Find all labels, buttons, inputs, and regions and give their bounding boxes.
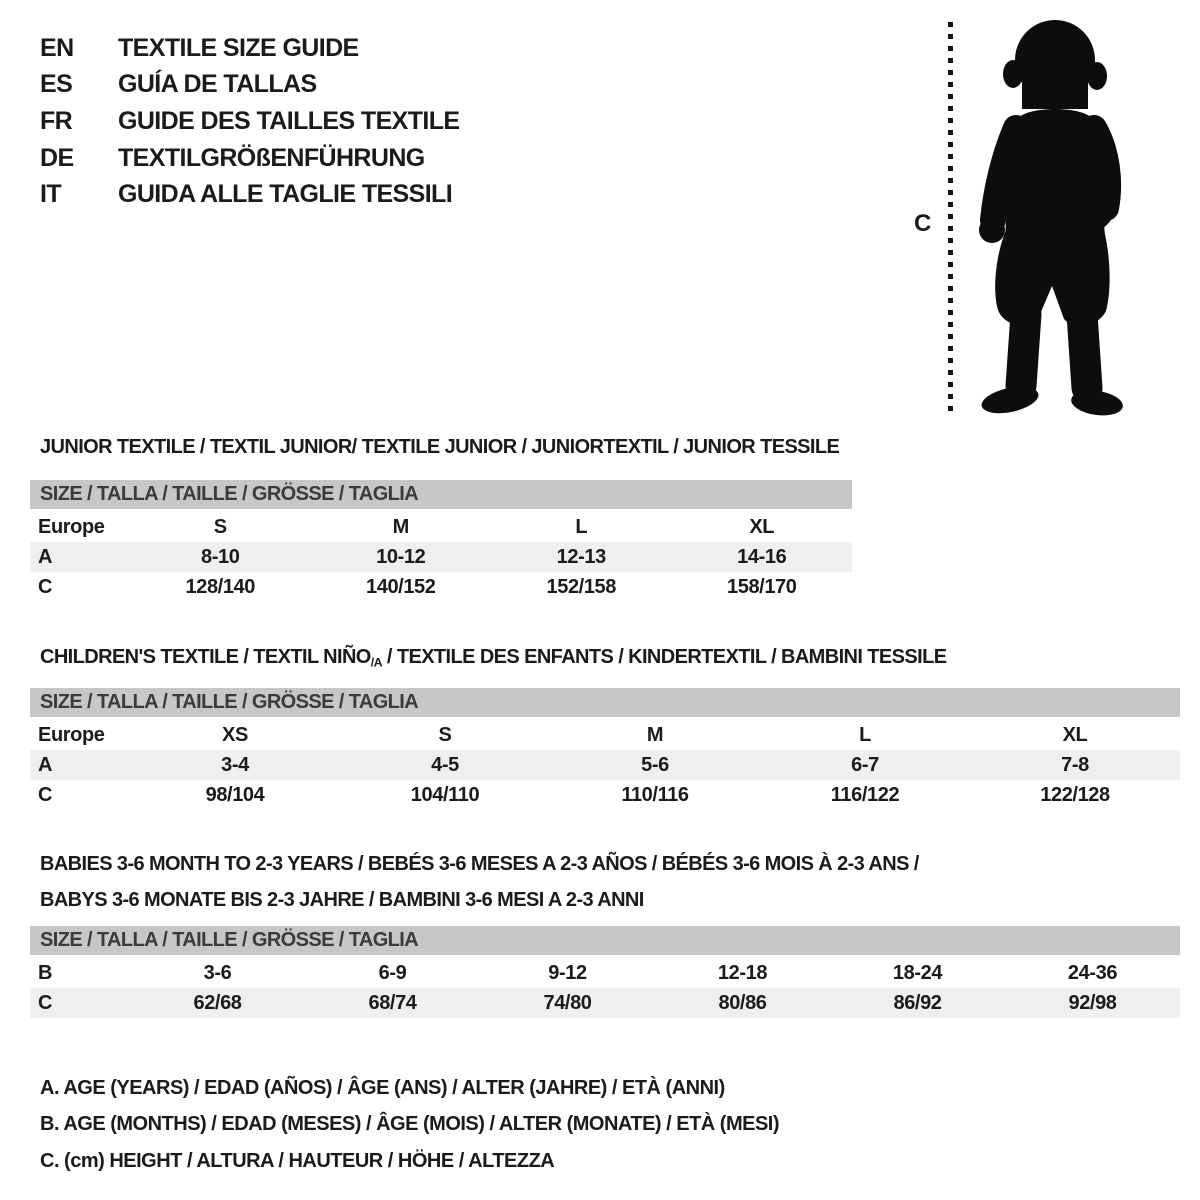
cell: 12-13 <box>556 545 606 568</box>
cell: 140/152 <box>366 575 436 598</box>
cell: XL <box>1062 723 1088 746</box>
language-guide-title: TEXTILE SIZE GUIDE <box>118 33 359 62</box>
children-section-title <box>40 646 946 669</box>
cell: S <box>438 723 452 746</box>
babies-title-line1: BABIES 3-6 MONTH TO 2-3 YEARS / BEBÉS 3-6 MESES A 2-3 AÑOS / BÉBÉS 3-6 MOIS À 2-3 ANS / <box>40 853 919 875</box>
cell: 3-6 <box>203 961 232 984</box>
legend-line-age-months: B. AGE (MONTHS) / EDAD (MESES) / ÂGE (MOIS) / ALTER (MONATE) / ETÀ (MESI) <box>40 1113 780 1136</box>
language-row <box>40 176 460 213</box>
row-label: C <box>38 783 53 806</box>
height-measure-label: C <box>914 210 932 237</box>
children-title-subscript: /A <box>370 655 382 670</box>
cell: 104/110 <box>410 783 480 806</box>
cell: 24-36 <box>1067 961 1118 984</box>
babies-size-table <box>30 958 1180 1018</box>
cell: 152/158 <box>546 575 616 598</box>
language-guide-title: GUÍA DE TALLAS <box>118 70 317 99</box>
language-code: ES <box>40 70 73 99</box>
size-header-bar: SIZE / TALLA / TAILLE / GRÖSSE / TAGLIA <box>30 688 1180 717</box>
babies-title-line2: BABYS 3-6 MONATE BIS 2-3 JAHRE / BAMBINI 3-6 MESI A 2-3 ANNI <box>40 889 644 911</box>
junior-section-title: JUNIOR TEXTILE / TEXTIL JUNIOR/ TEXTILE JUNIOR / JUNIORTEXTIL / JUNIOR TESSILE <box>40 436 840 458</box>
legend-line-height-cm: C. (cm) HEIGHT / ALTURA / HAUTEUR / HÖHE / ALTEZZA <box>40 1149 555 1172</box>
table-row <box>30 780 1180 810</box>
language-title-list <box>40 30 460 213</box>
language-guide-title: GUIDA ALLE TAGLIE TESSILI <box>118 180 453 209</box>
babies-section-title <box>40 846 919 918</box>
cell: 5-6 <box>641 753 669 776</box>
cell: 92/98 <box>1068 991 1117 1014</box>
cell: 158/170 <box>727 575 797 598</box>
table-row <box>30 512 852 542</box>
language-guide-title: GUIDE DES TAILLES TEXTILE <box>118 106 460 135</box>
cell: 8-10 <box>201 545 240 568</box>
size-header-bar: SIZE / TALLA / TAILLE / GRÖSSE / TAGLIA <box>30 926 1180 955</box>
children-title-text: CHILDREN'S TEXTILE / TEXTIL NIÑO <box>40 646 371 668</box>
row-label: Europe <box>38 723 105 746</box>
table-row <box>30 542 852 572</box>
cell: 18-24 <box>892 961 943 984</box>
toddler-silhouette-icon <box>960 14 1145 419</box>
language-row <box>40 140 460 177</box>
cell: 128/140 <box>185 575 255 598</box>
cell: 10-12 <box>376 545 426 568</box>
children-title-text: / TEXTILE DES ENFANTS / KINDERTEXTIL / BAMBINI TESSILE <box>381 646 947 668</box>
table-row <box>30 720 1180 750</box>
cell: 9-12 <box>548 961 587 984</box>
measurement-legend <box>40 1070 779 1180</box>
cell: 80/86 <box>718 991 767 1014</box>
cell: 68/74 <box>368 991 417 1014</box>
height-measure-dashed-line <box>948 22 953 418</box>
language-row <box>40 30 460 67</box>
language-row <box>40 103 460 140</box>
table-row <box>30 572 852 602</box>
cell: 86/92 <box>893 991 942 1014</box>
cell: M <box>646 723 664 746</box>
cell: L <box>575 515 588 538</box>
cell: 122/128 <box>1040 783 1110 806</box>
cell: 4-5 <box>431 753 459 776</box>
row-label: C <box>38 575 53 598</box>
cell: 7-8 <box>1061 753 1089 776</box>
table-row <box>30 958 1180 988</box>
row-label: B <box>38 961 53 984</box>
table-row <box>30 988 1180 1018</box>
cell: M <box>392 515 409 538</box>
cell: 98/104 <box>205 783 265 806</box>
cell: 116/122 <box>830 783 900 806</box>
cell: L <box>859 723 871 746</box>
children-size-table <box>30 720 1180 810</box>
language-code: EN <box>40 33 74 62</box>
junior-size-table <box>30 512 852 602</box>
cell: 6-9 <box>378 961 407 984</box>
row-label: A <box>38 753 53 776</box>
language-guide-title: TEXTILGRÖßENFÜHRUNG <box>118 143 425 172</box>
cell: 3-4 <box>221 753 249 776</box>
row-label: C <box>38 991 53 1014</box>
cell: 62/68 <box>193 991 242 1014</box>
language-code: IT <box>40 180 62 209</box>
row-label: Europe <box>38 515 105 538</box>
cell: 110/116 <box>621 783 689 806</box>
language-code: DE <box>40 143 74 172</box>
cell: S <box>213 515 227 538</box>
cell: 12-18 <box>717 961 768 984</box>
row-label: A <box>38 545 53 568</box>
legend-line-age-years: A. AGE (YEARS) / EDAD (AÑOS) / ÂGE (ANS) / ALTER (JAHRE) / ETÀ (ANNI) <box>40 1076 725 1099</box>
cell: 74/80 <box>543 991 592 1014</box>
table-row <box>30 750 1180 780</box>
cell: 14-16 <box>737 545 787 568</box>
cell: XL <box>749 515 775 538</box>
size-header-bar: SIZE / TALLA / TAILLE / GRÖSSE / TAGLIA <box>30 480 852 509</box>
cell: 6-7 <box>851 753 879 776</box>
language-code: FR <box>40 106 73 135</box>
language-row <box>40 67 460 104</box>
cell: XS <box>222 723 248 746</box>
